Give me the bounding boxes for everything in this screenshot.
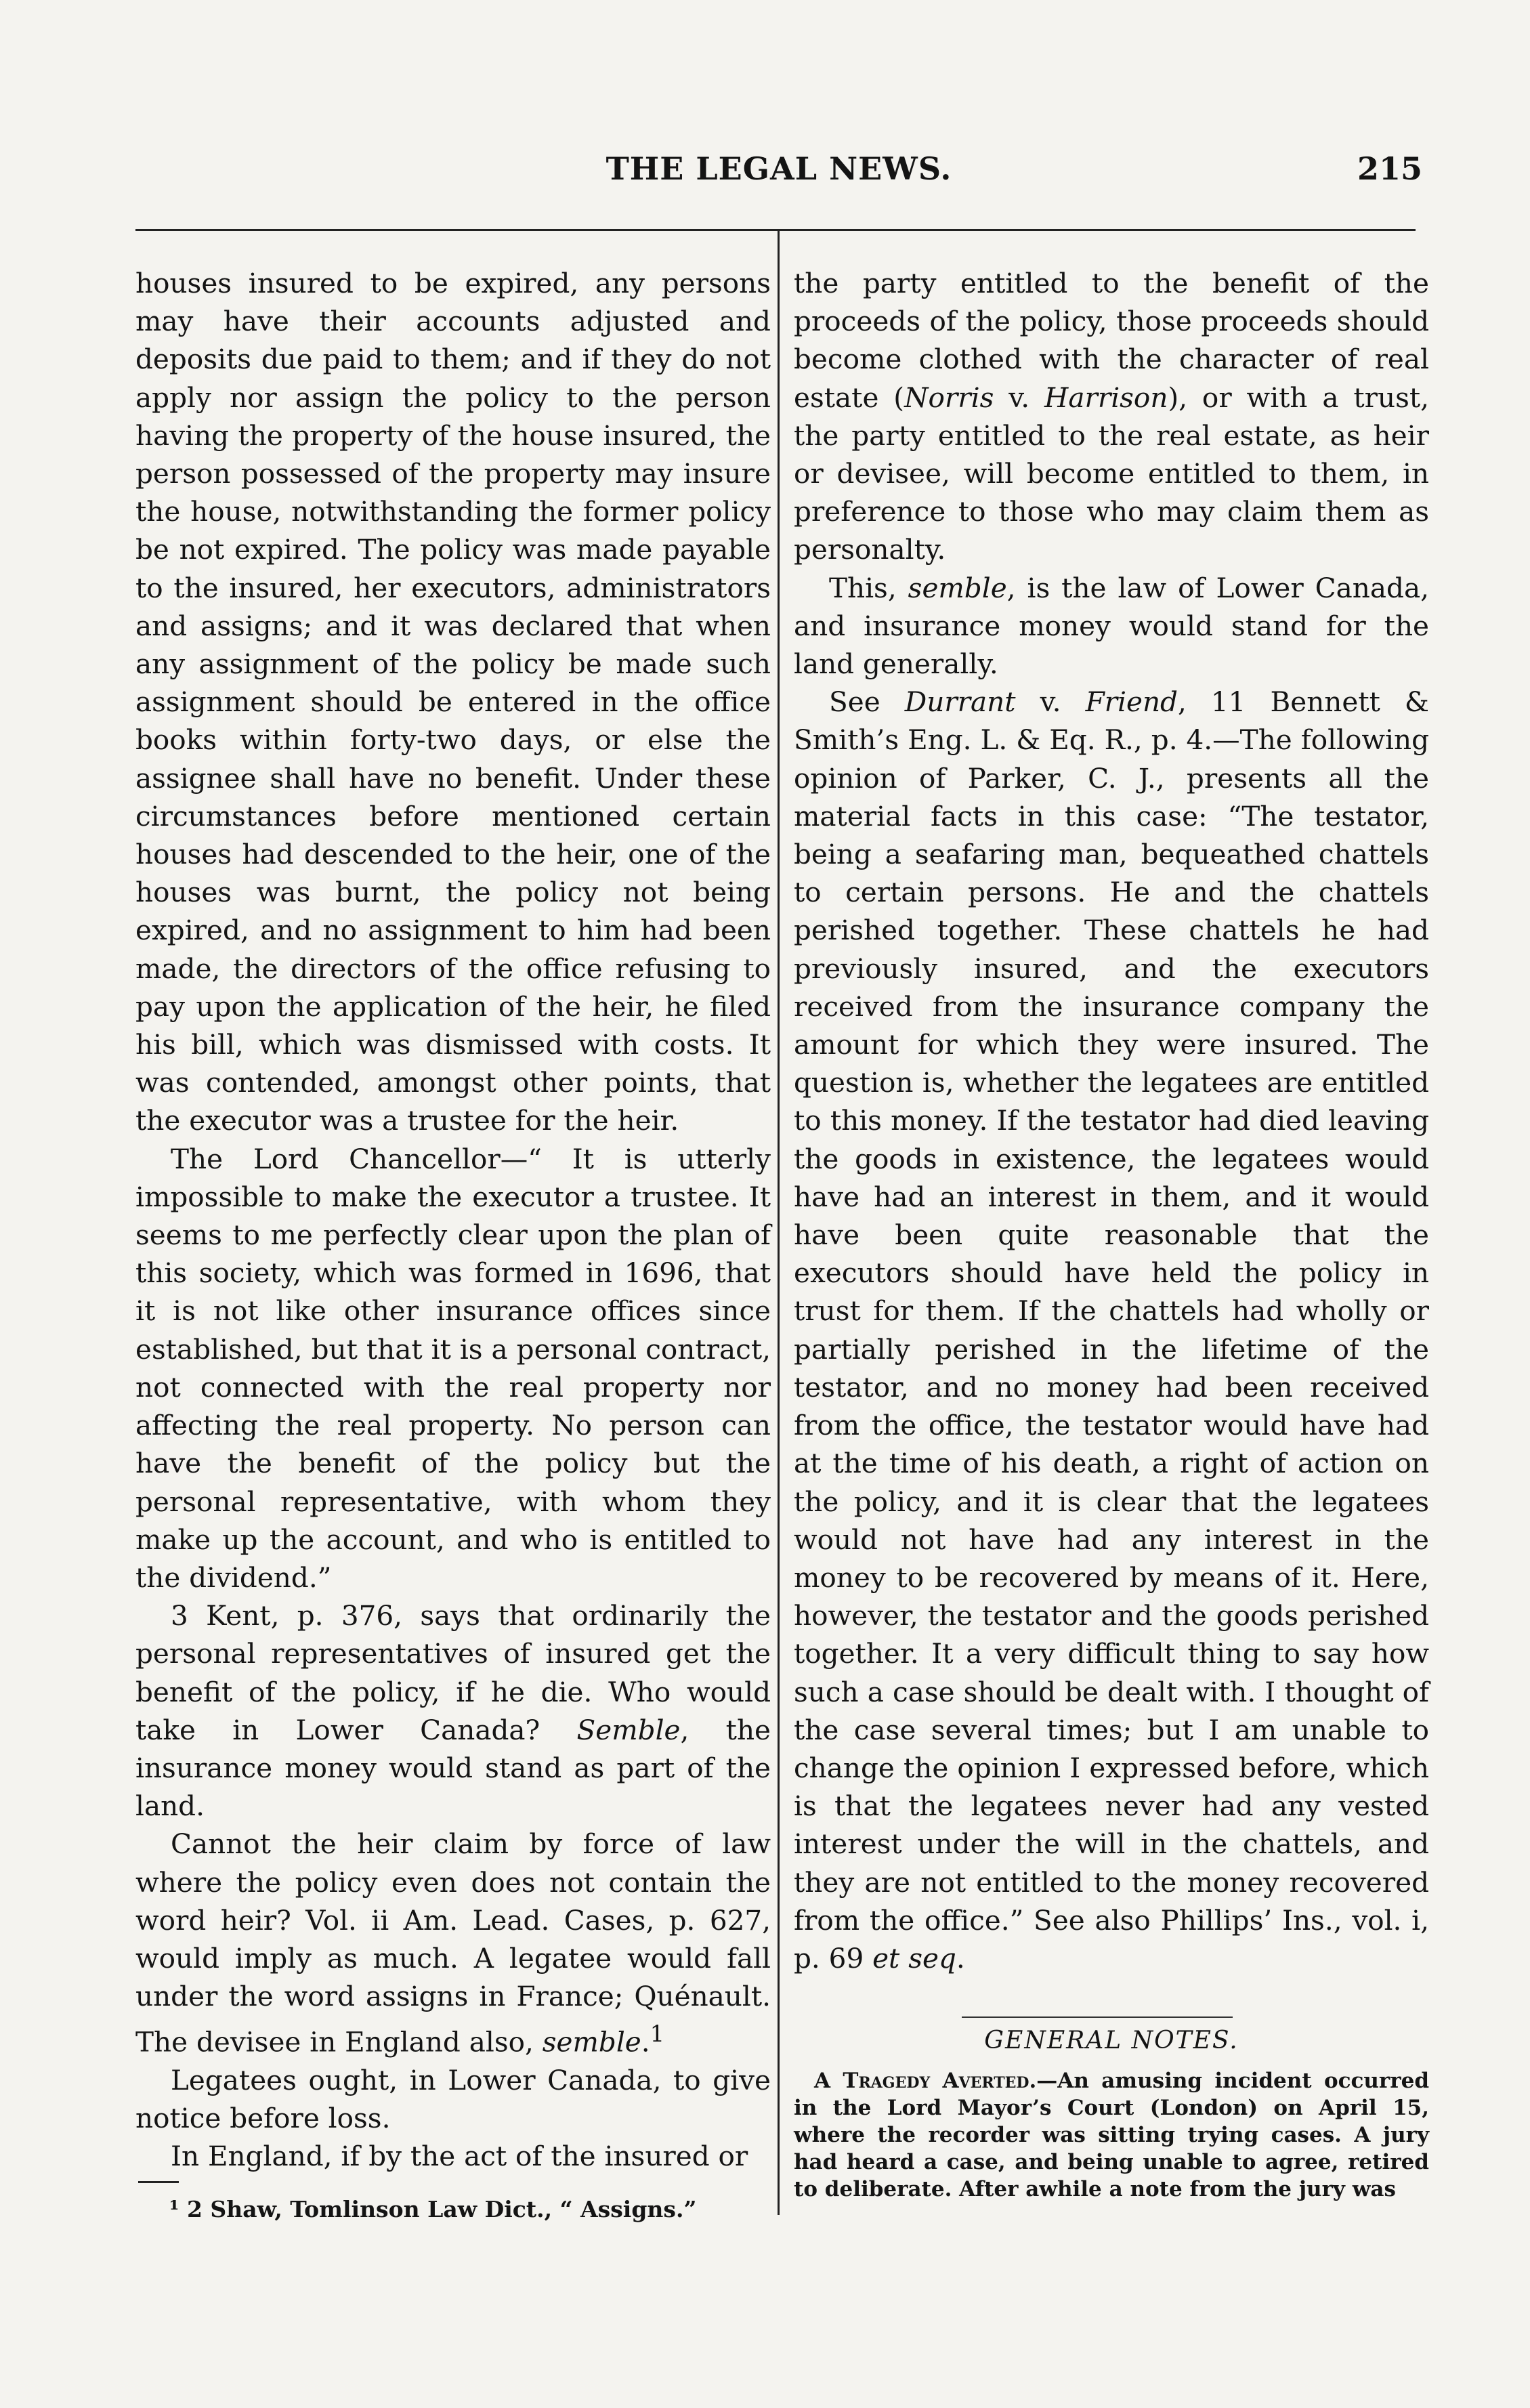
left-paragraph-1: houses insured to be expired, any persons may have their accounts adjusted and deposits due paid to them; and if they do not apply nor assign the policy to the person having the property of the house insured, the person possessed of the property may insure the house, notwithstanding the former policy be not expired. The policy was made payable to the insured, her executors, administrators and assigns; and it was declared that when any assignment of the policy be made such assignment should be entered in the office books within forty-two days, or else the assignee shall have no benefit. Under these circumstances before mentioned certain houses had descended to the heir, one of the houses was burnt, the policy not being expired, and no assignment to him had been made, the directors of the office refusing to pay upon the application of the heir, he filed his bill, which was dismissed with costs. It was contended, amongst other points, that the executor was a trustee for the heir.: [135, 267, 771, 1137]
column-divider: [778, 229, 780, 2215]
running-head: [135, 150, 1422, 198]
general-notes-paragraph: [794, 2067, 1429, 2203]
general-notes-text: —An amusing incident occurred in the Lord Mayor’s Court (London) on April 15, where the recorder was sitting trying cases. A jury had heard a case, and being unable to agree, retired to deliberate. After awhile a note from the jury was: [794, 2069, 1429, 2201]
general-notes-body: [794, 2067, 1429, 2203]
footnote: ¹ 2 Shaw, Tomlinson Law Dict., “ Assigns.”: [169, 2196, 697, 2222]
general-notes-lead-in: A Tragedy Averted.: [814, 2069, 1037, 2093]
right-column: [794, 264, 1429, 1977]
footnote-rule: [138, 2181, 179, 2183]
general-notes-title: GENERAL NOTES.: [984, 2027, 1239, 2054]
left-paragraph-5: Legatees ought, in Lower Canada, to give notice before loss.: [135, 2064, 771, 2135]
general-notes-rule: [962, 2016, 1233, 2018]
right-paragraph-2: This, semble, is the law of Lower Canada, and insurance money would stand for the land generally.: [794, 571, 1429, 681]
journal-title: THE LEGAL NEWS.: [605, 150, 952, 187]
left-paragraph-6: In England, if by the act of the insured or: [171, 2140, 748, 2173]
left-paragraph-2: The Lord Chancellor—“ It is utterly impossible to make the executor a trustee. It seems to me perfectly clear upon the plan of this society, which was formed in 1696, that it is not like other insurance offices since established, but that it is a personal contract, not connected with the real property nor affecting the real property. No person can have the benefit of the policy but the personal representative, with whom they make up the account, and who is entitled to the dividend.”: [135, 1142, 771, 1594]
left-paragraph-4: Cannot the heir claim by force of law where the policy even does not contain the word heir? Vol. ii Am. Lead. Cases, p. 627, would imply as much. A legatee would fall under the word assigns in France; Quénault. The devisee in England also, semble.$^1$: [135, 1828, 771, 2058]
right-paragraph-3: See Durrant v. Friend, 11 Bennett & Smith’s Eng. L. & Eq. R., p. 4.—The following opinion of Parker, C. J., presents all the material facts in this case: “The testator, being a seafaring man, bequeathed chattels to certain persons. He and the chattels perished together. These chattels he had previously insured, and the executors received from the insurance company the amount for which they were insured. The question is, whether the legatees are entitled to this money. If the testator had died leaving the goods in existence, the legatees would have had an interest in them, and it would have been quite reasonable that the executors should have held the policy in trust for them. If the chattels had wholly or partially perished in the lifetime of the testator, and no money had been received from the office, the testator would have had at the time of his death, a right of action on the policy, and it is clear that the legatees would not have had any interest in the money to be recovered by means of it. Here, however, the testator and the goods perished together. It a very difficult thing to say how such a case should be dealt with. I thought of the case several times; but I am unable to change the opinion I expressed before, which is that the legatees never had any vested interest under the will in the chattels, and they are not entitled to the money recovered from the office.” See also Phillips’ Ins., vol. i, p. 69 et seq.: [794, 685, 1429, 1974]
right-paragraph-1: the party entitled to the benefit of the proceeds of the policy, those proceeds should become clothed with the character of real estate (Norris v. Harrison), or with a trust, the party entitled to the real estate, as heir or devisee, will become entitled to them, in preference to those who may claim them as personalty.: [794, 267, 1429, 566]
left-column: [135, 264, 771, 2176]
left-paragraph-3: 3 Kent, p. 376, says that ordinarily the personal representatives of insured get the benefit of the policy, if he die. Who would take in Lower Canada? Semble, the insurance money would stand as part of the land.: [135, 1599, 771, 1823]
header-rule: [135, 229, 1416, 231]
page-number: 215: [1357, 150, 1422, 187]
